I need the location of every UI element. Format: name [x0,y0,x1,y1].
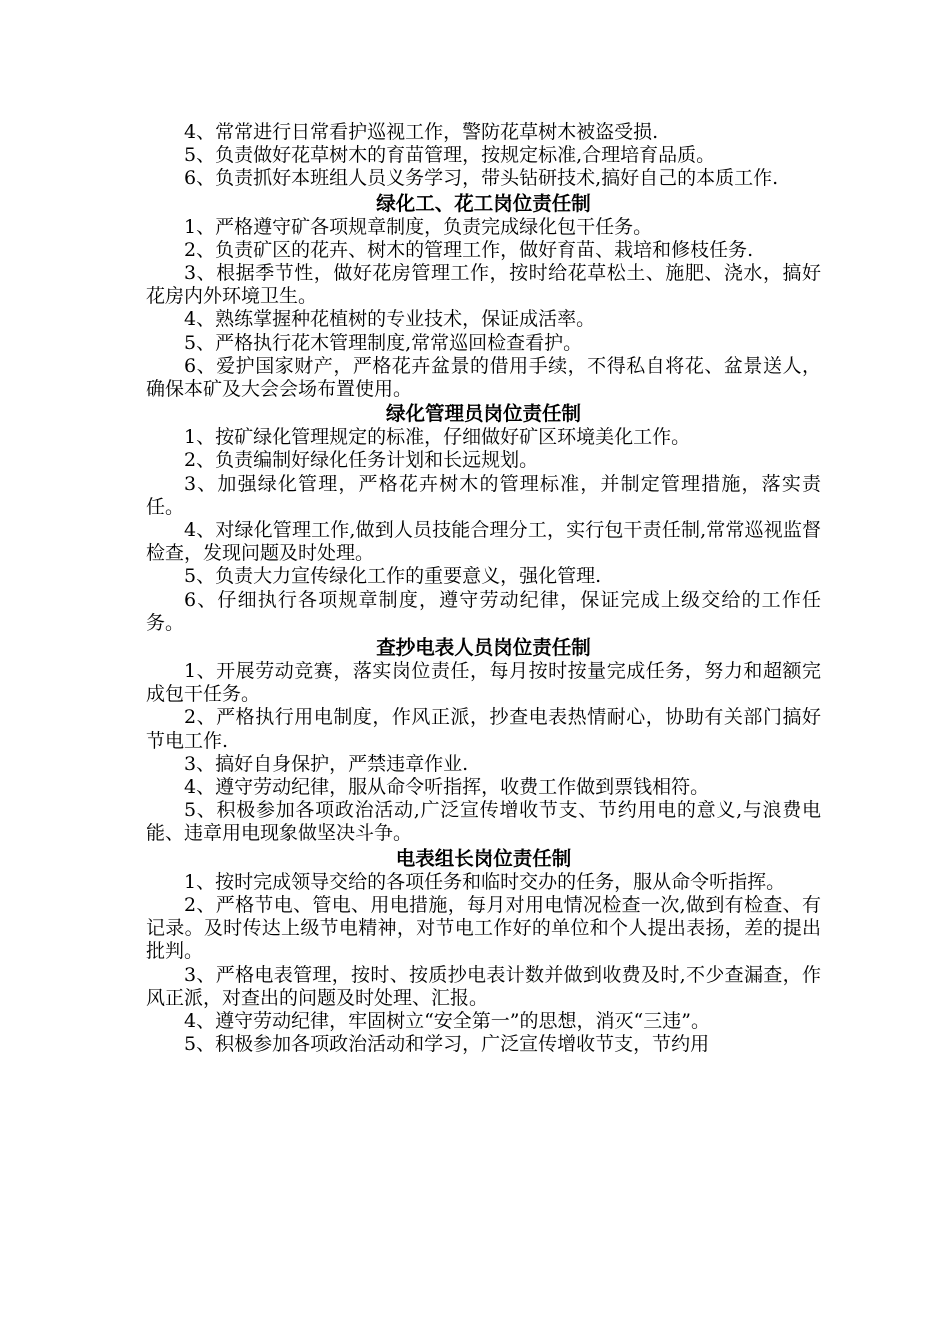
section3-item-4: 4、遵守劳动纪律，服从命令听指挥，收费工作做到票钱相符。 [184,776,710,799]
section3-item-3: 3、搞好自身保护，严禁违章作业. [184,752,469,775]
section1-item-1: 1、严格遵守矿各项规章制度，负责完成绿化包干任务。 [184,215,653,238]
section2-item-2: 2、负责编制好绿化任务计划和长远规划。 [184,449,539,472]
section3-item-2: 2、严格执行用电制度，作风正派，抄查电表热情耐心，协助有关部门搞好节电工作. [146,706,821,752]
section1-item-6: 6、爱护国家财产，严格花卉盆景的借用手续，不得私自将花、盆景送人，确保本矿及大会会场布置使用。 [146,354,821,401]
section-title-meter-team-leader: 电表组长岗位责任制 [395,846,572,870]
intro-item-6: 6、负责抓好本班组人员义务学习，带头钻研技术,搞好自己的本质工作. [184,167,779,190]
section2-item-5: 5、负责大力宣传绿化工作的重要意义，强化管理. [184,565,602,588]
section-title-greening-worker: 绿化工、花工岗位责任制 [376,191,591,215]
intro-item-5: 5、负责做好花草树木的育苗管理，按规定标准,合理培育品质。 [184,144,716,167]
section2-item-4: 4、对绿化管理工作,做到人员技能合理分工，实行包干责任制,常常巡视监督检查，发现问题及时处理。 [146,519,821,565]
section-title-meter-reader: 查抄电表人员岗位责任制 [376,636,591,660]
section1-item-2: 2、负责矿区的花卉、树木的管理工作，做好育苗、栽培和修枝任务. [184,238,754,261]
intro-item-4: 4、常常进行日常看护巡视工作，警防花草树木被盗受损. [184,121,659,143]
section1-item-5: 5、严格执行花木管理制度,常常巡回检查看护。 [184,331,583,354]
section4-item-1: 1、按时完成领导交给的各项任务和临时交办的任务，服从命令听指挥。 [184,870,786,893]
section2-item-3: 3、加强绿化管理，严格花卉树木的管理标准，并制定管理措施，落实责任。 [146,472,821,518]
section4-item-3: 3、严格电表管理，按时、按质抄电表计数并做到收费及时,不少查漏查，作风正派，对查出的问题及时处理、汇报。 [146,963,821,1009]
section1-item-4: 4、熟练掌握种花植树的专业技术，保证成活率。 [184,308,596,331]
section4-item-4: 4、遵守劳动纪律，牢固树立“安全第一”的思想，消灭“三违”。 [184,1009,710,1032]
document-page [146,121,821,1056]
section-title-greening-manager: 绿化管理员岗位责任制 [385,402,581,426]
section1-item-3: 3、根据季节性，做好花房管理工作，按时给花草松土、施肥、浇水，搞好花房内外环境卫生。 [146,262,821,308]
section2-item-6: 6、仔细执行各项规章制度，遵守劳动纪律，保证完成上级交给的工作任务。 [146,588,821,634]
section4-item-2: 2、严格节电、管电、用电措施，每月对用电情况检查一次,做到有检查、有记录。及时传达上级节电精神，对节电工作好的单位和个人提出表扬，差的提出批判。 [146,893,821,963]
section4-item-5: 5、积极参加各项政治活动和学习，广泛宣传增收节支，节约用 [184,1033,710,1056]
section3-item-5: 5、积极参加各项政治活动,广泛宣传增收节支、节约用电的意义,与浪费电能、违章用电现象做坚决斗争。 [146,799,821,845]
section2-item-1: 1、按矿绿化管理规定的标准，仔细做好矿区环境美化工作。 [184,426,691,449]
section3-item-1: 1、开展劳动竞赛，落实岗位责任，每月按时按量完成任务，努力和超额完成包干任务。 [146,660,821,706]
